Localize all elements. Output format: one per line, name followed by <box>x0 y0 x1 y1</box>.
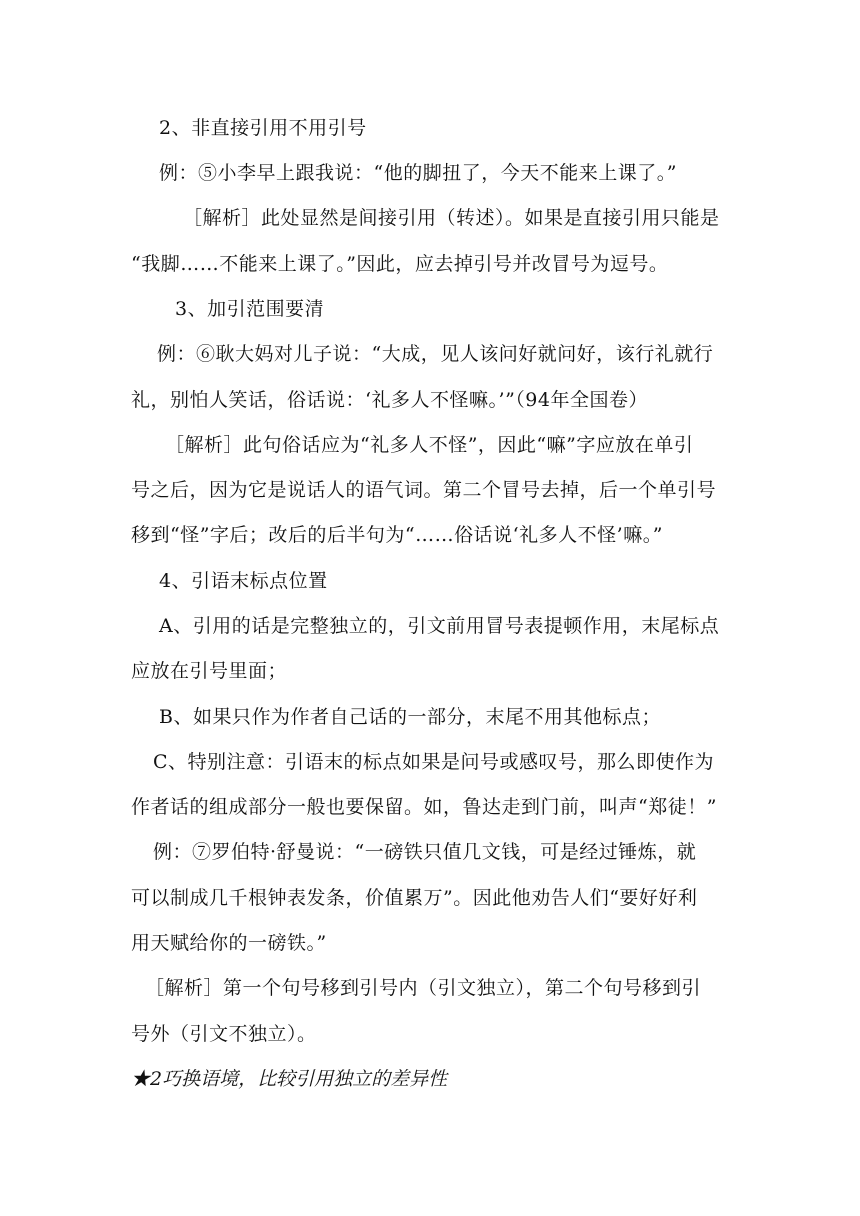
analysis-7-line-1: ［解析］第一个句号移到引号内（引文独立），第二个句号移到引 <box>145 977 702 999</box>
example-6-line-1: 例：⑥耿大妈对儿子说：“大成，见人该问好就问好，该行礼就行 <box>157 343 714 365</box>
example-6-line-2: 礼，别怕人笑话，俗话说：‘礼多人不怪嘛。’”（94年全国卷） <box>131 389 648 411</box>
analysis-6-line-3: 移到“怪”字后；改后的后半句为“……俗话说‘礼多人不怪’嘛。” <box>131 524 663 546</box>
analysis-5-line-2: “我脚……不能来上课了。”因此，应去掉引号并改冒号为逗号。 <box>131 253 669 275</box>
analysis-7-line-2: 号外（引文不独立）。 <box>131 1023 317 1045</box>
rule-a-line-2: 应放在引号里面； <box>131 660 288 682</box>
heading-indirect-quote: 2、非直接引用不用引号 <box>159 117 367 139</box>
rule-c-line-2: 作者话的组成部分一般也要保留。如，鲁达走到门前，叫声“郑徒！” <box>131 796 717 818</box>
rule-a-line-1: A、引用的话是完整独立的，引文前用冒号表提顿作用，末尾标点 <box>159 615 720 637</box>
rule-c-line-1: C、特别注意：引语末的标点如果是问号或感叹号，那么即使作为 <box>153 751 715 773</box>
analysis-6-line-1: ［解析］此句俗话应为“礼多人不怪”，因此“嘛”字应放在单引 <box>165 434 694 456</box>
example-7-line-3: 用天赋给你的一磅铁。” <box>131 932 327 954</box>
rule-b-line: B、如果只作为作者自己话的一部分，末尾不用其他标点； <box>159 706 661 728</box>
example-5-line-1: 例：⑤小李早上跟我说：“他的脚扭了，今天不能来上课了。” <box>159 162 677 184</box>
analysis-5-line-1: ［解析］此处显然是间接引用（转述）。如果是直接引用只能是 <box>183 207 720 229</box>
heading-end-punctuation: 4、引语末标点位置 <box>159 570 328 592</box>
section-heading-star-2: ★2巧换语境，比较引用独立的差异性 <box>131 1068 448 1090</box>
analysis-6-line-2: 号之后，因为它是说话人的语气词。第二个冒号去掉，后一个单引号 <box>131 479 717 501</box>
heading-quote-scope: 3、加引范围要清 <box>175 298 325 320</box>
example-7-line-2: 可以制成几千根钟表发条，价值累万”。因此他劝告人们“要好好利 <box>131 887 698 909</box>
example-7-line-1: 例：⑦罗伯特·舒曼说：“一磅铁只值几文钱，可是经过锤炼，就 <box>153 841 697 863</box>
